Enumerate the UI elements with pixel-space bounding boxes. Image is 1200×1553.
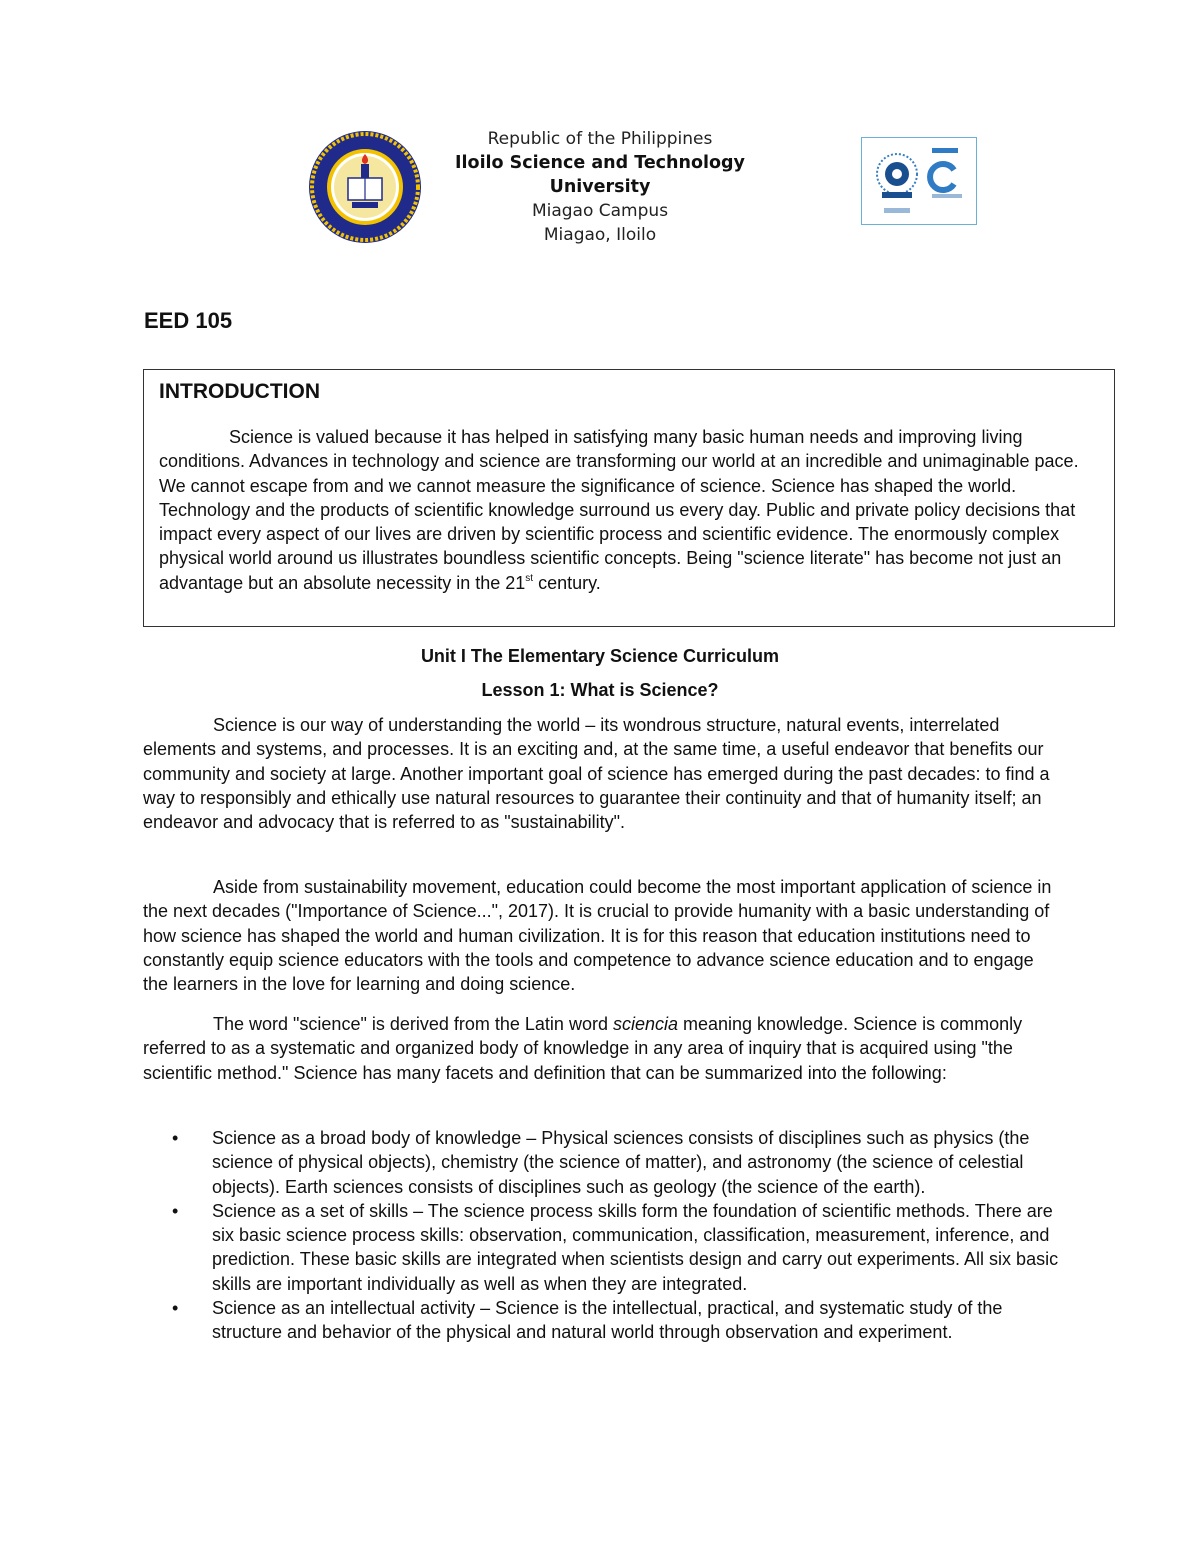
bullet-icon: •	[172, 1200, 179, 1221]
bullet-icon: •	[172, 1298, 179, 1319]
list-item	[143, 1296, 1063, 1345]
course-code: EED 105	[144, 308, 233, 333]
science-facets-list	[143, 1126, 1063, 1345]
list-item	[143, 1126, 1063, 1199]
introduction-text	[159, 425, 1099, 595]
university-name: Iloilo Science and Technology University	[455, 153, 745, 197]
introduction-title: INTRODUCTION	[159, 380, 320, 403]
lesson-title: Lesson 1: What is Science?	[481, 680, 719, 700]
certification-box	[861, 137, 977, 225]
ordinal-suffix: st	[525, 572, 534, 584]
university-seal-icon	[308, 130, 422, 244]
paragraph-3-end: meaning knowledge. Science is commonly referred to as a systematic and organized body of knowledge in any area of inquiry that is acquired using "the scientific method." Science has many facets and definition that can be summarized into the following:	[143, 1014, 1023, 1083]
list-item	[143, 1199, 1063, 1296]
unit-title: Unit I The Elementary Science Curriculum	[420, 646, 780, 666]
paragraph-1-text: Science is our way of understanding the world – its wondrous structure, natural events, interrelated elements and systems, and processes. It is an exciting and, at the same time, a useful endeavor that benefits our community and society at large. Another important goal of science has emerged during the past decades: to find a way to responsibly and ethically use natural resources to guarantee their continuity and that of humanity itself; an endeavor and advocacy that is referred to as "sustainability".	[143, 715, 1050, 833]
paragraph-2-text: Aside from sustainability movement, education could become the most important application of science in the next decades ("Importance of Science...", 2017). It is crucial to provide humanity with a basic understanding of how science has shaped the world and human civilization. It is for this reason that education institutions need to constantly equip science educators with the tools and competence to advance science education and to engage the learners in the love for learning and doing science.	[143, 877, 1052, 995]
letterhead	[430, 127, 770, 247]
list-item-text: Science as a set of skills – The science process skills form the foundation of scientific methods. There are six basic science process skills: observation, communication, classification, measurement, inference, and prediction. These basic skills are integrated when scientists design and carry out experiments. All six basic skills are important individually as well as when they are integrated.	[212, 1200, 1059, 1294]
latin-term: sciencia	[612, 1014, 678, 1034]
introduction-box	[143, 369, 1115, 627]
paragraph-2	[143, 875, 1063, 996]
introduction-ending: century.	[533, 572, 601, 593]
certification-logo-icon	[862, 138, 976, 224]
paragraph-3-start: The word "science" is derived from the Latin word	[213, 1014, 613, 1034]
bullet-icon: •	[172, 1128, 179, 1148]
paragraph-3	[143, 1012, 1063, 1085]
campus-name: Miagao Campus	[531, 201, 669, 221]
campus-location: Miagao, Iloilo	[543, 225, 657, 245]
list-item-text: Science as an intellectual activity – Science is the intellectual, practical, and systematic study of the structure and behavior of the physical and natural world through observation and experiment.	[212, 1298, 1003, 1343]
introduction-body: Science is valued because it has helped in satisfying many basic human needs and improving living conditions. Advances in technology and science are transforming our world at an incredible and unimaginable pace. We cannot escape from and we cannot measure the significance of science. Science has shaped the world. Technology and the products of scientific knowledge surround us every day. Public and private policy decisions that impact every aspect of our lives are driven by scientific process and scientific evidence. The enormously complex physical world around us illustrates boundless scientific concepts. Being "science literate" has become not just an advantage but an absolute necessity in the 21	[159, 427, 1079, 593]
list-item-text: Science as a broad body of knowledge – Physical sciences consists of disciplines such as physics (the science of physical objects), chemistry (the science of matter), and astronomy (the science of celestial objects). Earth sciences consists of disciplines such as geology (the science of the earth).	[212, 1128, 1030, 1197]
republic-line: Republic of the Philippines	[487, 129, 713, 149]
paragraph-1	[143, 713, 1063, 834]
